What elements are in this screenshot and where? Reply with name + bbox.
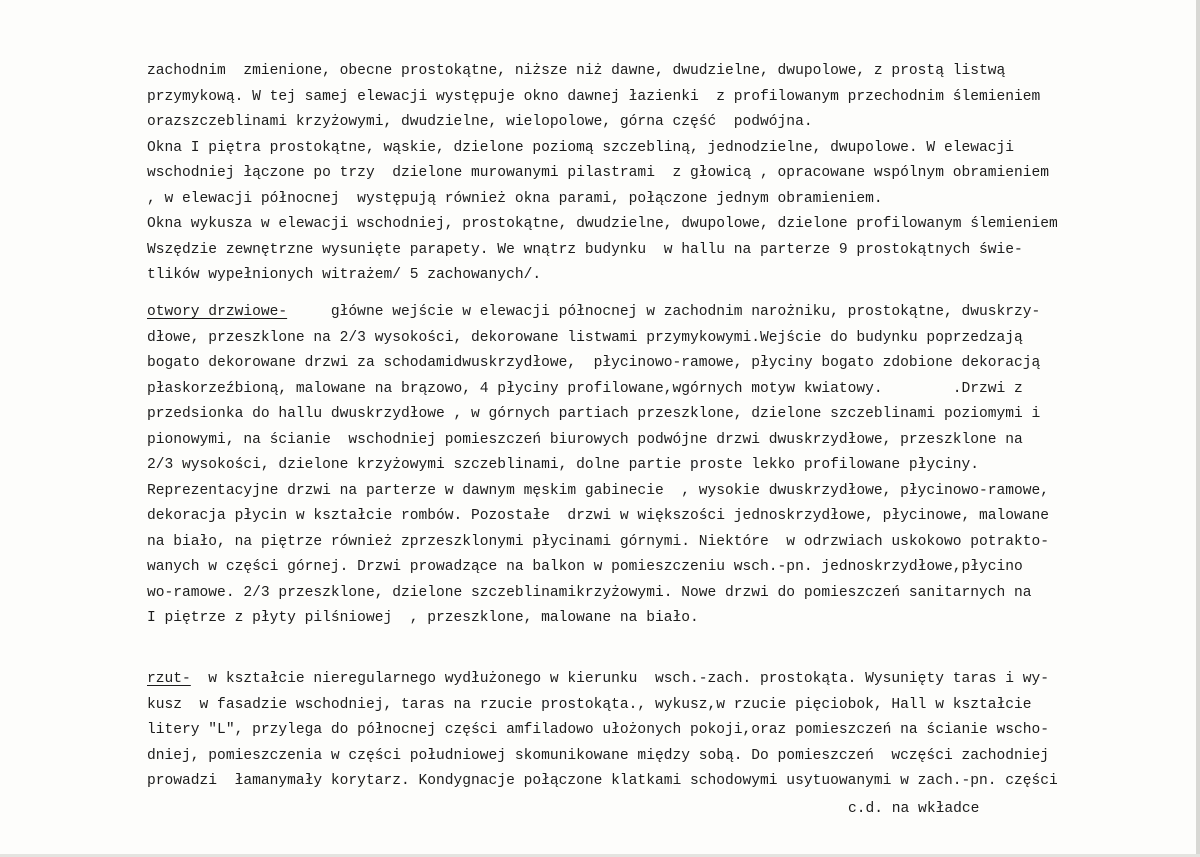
text-line: Reprezentacyjne drzwi na parterze w dawnym męskim gabinecie , wysokie dwuskrzydłowe, płycinowo-ramowe,: [147, 482, 1050, 499]
text-line: , w elewacji północnej występują również okna parami, połączone jednym obramieniem.: [147, 190, 883, 207]
text-line-rest: główne wejście w elewacji północnej w zachodnim narożniku, prostokątne, dwuskrzy-: [287, 304, 1041, 320]
text-line: bogato dekorowane drzwi za schodamidwuskrzydłowe, płycinowo-ramowe, płyciny bogato zdobione dekoracją: [147, 355, 1041, 371]
text-line: na biało, na piętrze również zprzeszklonymi płycinami górnymi. Niektóre w odrzwiach uskokowo potrakto-: [147, 533, 1050, 550]
text-line: przymykową. W tej samej elewacji występuje okno dawnej łazienki z profilowanym przechodnim ślemieniem: [147, 88, 1041, 105]
text-line: wanych w części górnej. Drzwi prowadzące na balkon w pomieszczeniu wsch.-pn. jednoskrzydłowe,płycino: [147, 559, 1023, 575]
paragraph-floor-plan: [147, 667, 1197, 795]
text-line: przedsionka do hallu dwuskrzydłowe , w górnych partiach przeszklone, dzielone szczeblinami poziomymi i: [147, 406, 1041, 422]
text-line: dniej, pomieszczenia w części południowej skomunikowane między sobą. Do pomieszczeń wczęści zachodniej: [147, 747, 1050, 764]
text-line: tlików wypełnionych witrażem/ 5 zachowanych/.: [147, 267, 542, 283]
text-line: zachodnim zmienione, obecne prostokątne, niższe niż dawne, dwudzielne, dwupolowe, z prostą listwą: [147, 63, 1006, 79]
text-line: Wszędzie zewnętrzne wysunięte parapety. We wnątrz budynku w hallu na parterze 9 prostokątnych świe-: [147, 241, 1023, 258]
paragraph-windows: [147, 59, 1197, 289]
continuation-note: c.d. na wkładce: [848, 801, 980, 817]
text-line: wschodniej łączone po trzy dzielone murowanymi pilastrami z głowicą , opracowane wspólnym obramieniem: [147, 165, 1050, 181]
paragraph-first-line: [147, 667, 1197, 693]
text-line: wo-ramowe. 2/3 przeszklone, dzielone szczeblinamikrzyżowymi. Nowe drzwi do pomieszczeń sanitarnych na: [147, 584, 1032, 601]
section-heading-doors: otwory drzwiowe-: [147, 304, 288, 320]
section-heading-plan: rzut-: [147, 671, 191, 687]
paragraph-doors: [147, 300, 1197, 632]
text-line: prowadzi łamanymały korytarz. Kondygnacje połączone klatkami schodowymi usytuowanymi w zach.-pn. części: [147, 773, 1058, 789]
text-line: Okna wykusza w elewacji wschodniej, prostokątne, dwudzielne, dwupolowe, dzielone profilowanym ślemieniem: [147, 216, 1058, 232]
text-line: dekoracja płycin w kształcie rombów. Pozostałe drzwi w większości jednoskrzydłowe, płycinowe, malowane: [147, 508, 1050, 524]
text-line: 2/3 wysokości, dzielone krzyżowymi szczeblinami, dolne partie proste lekko profilowane płyciny.: [147, 457, 979, 473]
text-line: litery "L", przylega do północnej części amfiladowo ułożonych pokoji,oraz pomieszczeń na ścianie wscho-: [147, 722, 1050, 738]
text-line: pionowymi, na ścianie wschodniej pomieszczeń biurowych podwójne drzwi dwuskrzydłowe, przeszklone na: [147, 431, 1023, 448]
text-line: płaskorzeźbioną, malowane na brązowo, 4 płyciny profilowane,wgórnych motyw kwiatowy. .Drzwi z: [147, 380, 1023, 397]
paragraph-first-line: [147, 300, 1197, 326]
text-line: orazszczeblinami krzyżowymi, dwudzielne, wielopolowe, górna część podwójna.: [147, 114, 813, 130]
text-line-rest: w kształcie nieregularnego wydłużonego w kierunku wsch.-zach. prostokąta. Wysunięty taras i wy-: [190, 671, 1050, 687]
text-line: dłowe, przeszklone na 2/3 wysokości, dekorowane listwami przymykowymi.Wejście do budynku poprzedzają: [147, 329, 1023, 346]
text-line: I piętrze z płyty pilśniowej , przeszklone, malowane na biało.: [147, 610, 699, 626]
text-line: Okna I piętra prostokątne, wąskie, dzielone poziomą szczebliną, jednodzielne, dwupolowe. W elewacji: [147, 139, 1015, 156]
text-line: kusz w fasadzie wschodniej, taras na rzucie prostokąta., wykusz,w rzucie pięciobok, Hall w kształcie: [147, 696, 1032, 713]
page-edge-right: [1196, 0, 1200, 857]
